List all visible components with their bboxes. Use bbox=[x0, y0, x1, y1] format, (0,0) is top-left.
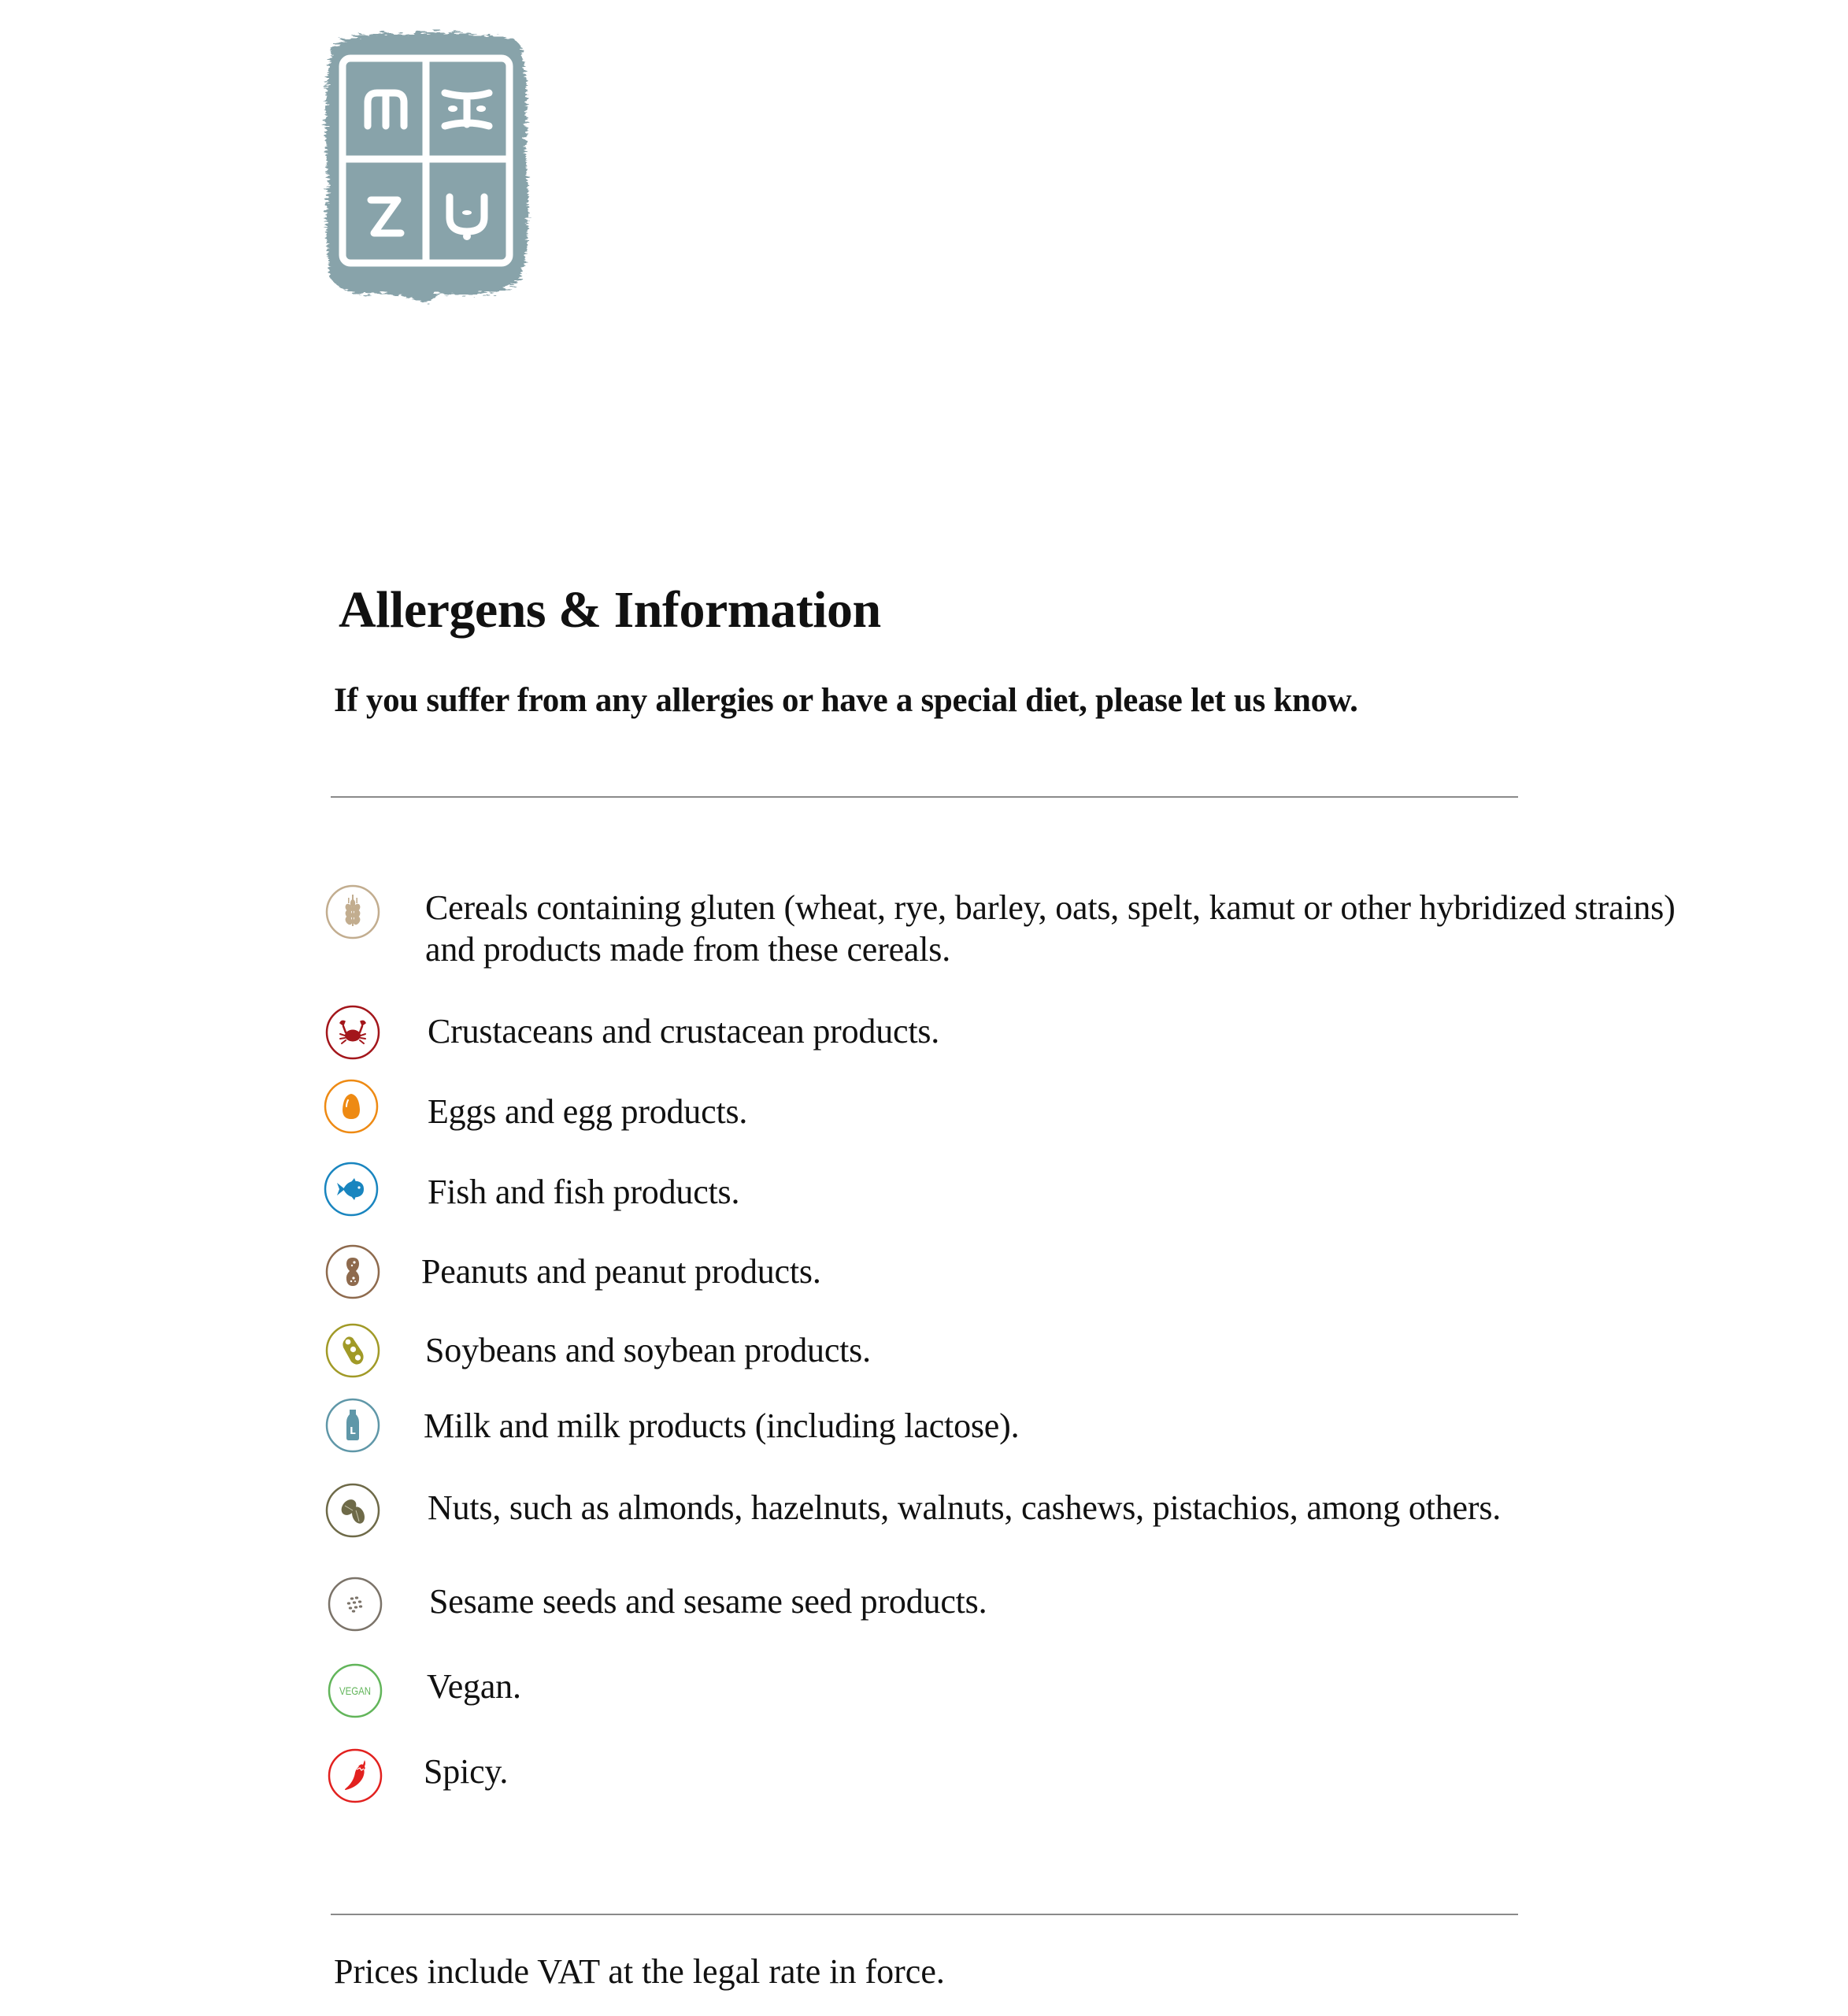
wheat-icon bbox=[324, 884, 381, 940]
allergen-label: Sesame seeds and sesame seed products. bbox=[429, 1582, 987, 1621]
vegan-icon-text: VEGAN bbox=[339, 1684, 371, 1697]
divider-bottom bbox=[331, 1914, 1518, 1915]
peanut-icon bbox=[324, 1243, 381, 1300]
crab-icon bbox=[324, 1004, 381, 1061]
allergen-label: Milk and milk products (including lactose). bbox=[424, 1406, 1020, 1445]
logo-stamp-icon bbox=[319, 25, 533, 307]
vegan-icon bbox=[327, 1662, 383, 1719]
sesame-icon bbox=[327, 1576, 383, 1632]
egg-icon bbox=[323, 1078, 380, 1135]
allergen-label-line: Cereals containing gluten (wheat, rye, barley, oats, spelt, kamut or other hybridized strains) bbox=[425, 888, 1676, 927]
milk-icon-letter: L bbox=[350, 1425, 356, 1436]
nuts-icon bbox=[324, 1482, 381, 1539]
allergen-label: Spicy. bbox=[424, 1752, 509, 1791]
allergen-label: Crustaceans and crustacean products. bbox=[428, 1012, 940, 1051]
page-subtitle: If you suffer from any allergies or have a special diet, please let us know. bbox=[334, 682, 1358, 719]
milk-bottle-icon bbox=[324, 1397, 381, 1454]
page-title: Allergens & Information bbox=[339, 581, 881, 639]
allergen-label: Fish and fish products. bbox=[428, 1173, 740, 1211]
allergen-label: Eggs and egg products. bbox=[428, 1092, 748, 1131]
fish-icon bbox=[323, 1161, 380, 1217]
mizu-logo bbox=[319, 25, 533, 307]
allergen-label: Nuts, such as almonds, hazelnuts, walnuts, cashews, pistachios, among others. bbox=[428, 1488, 1502, 1527]
allergen-label: Peanuts and peanut products. bbox=[421, 1252, 821, 1291]
divider-top bbox=[331, 796, 1518, 798]
soybean-icon bbox=[324, 1322, 381, 1379]
vat-note: Prices include VAT at the legal rate in force. bbox=[334, 1952, 945, 1991]
allergen-label-line: and products made from these cereals. bbox=[425, 930, 950, 969]
allergen-label: Soybeans and soybean products. bbox=[425, 1331, 871, 1369]
chili-pepper-icon bbox=[327, 1747, 383, 1804]
allergen-label: Vegan. bbox=[427, 1667, 521, 1706]
